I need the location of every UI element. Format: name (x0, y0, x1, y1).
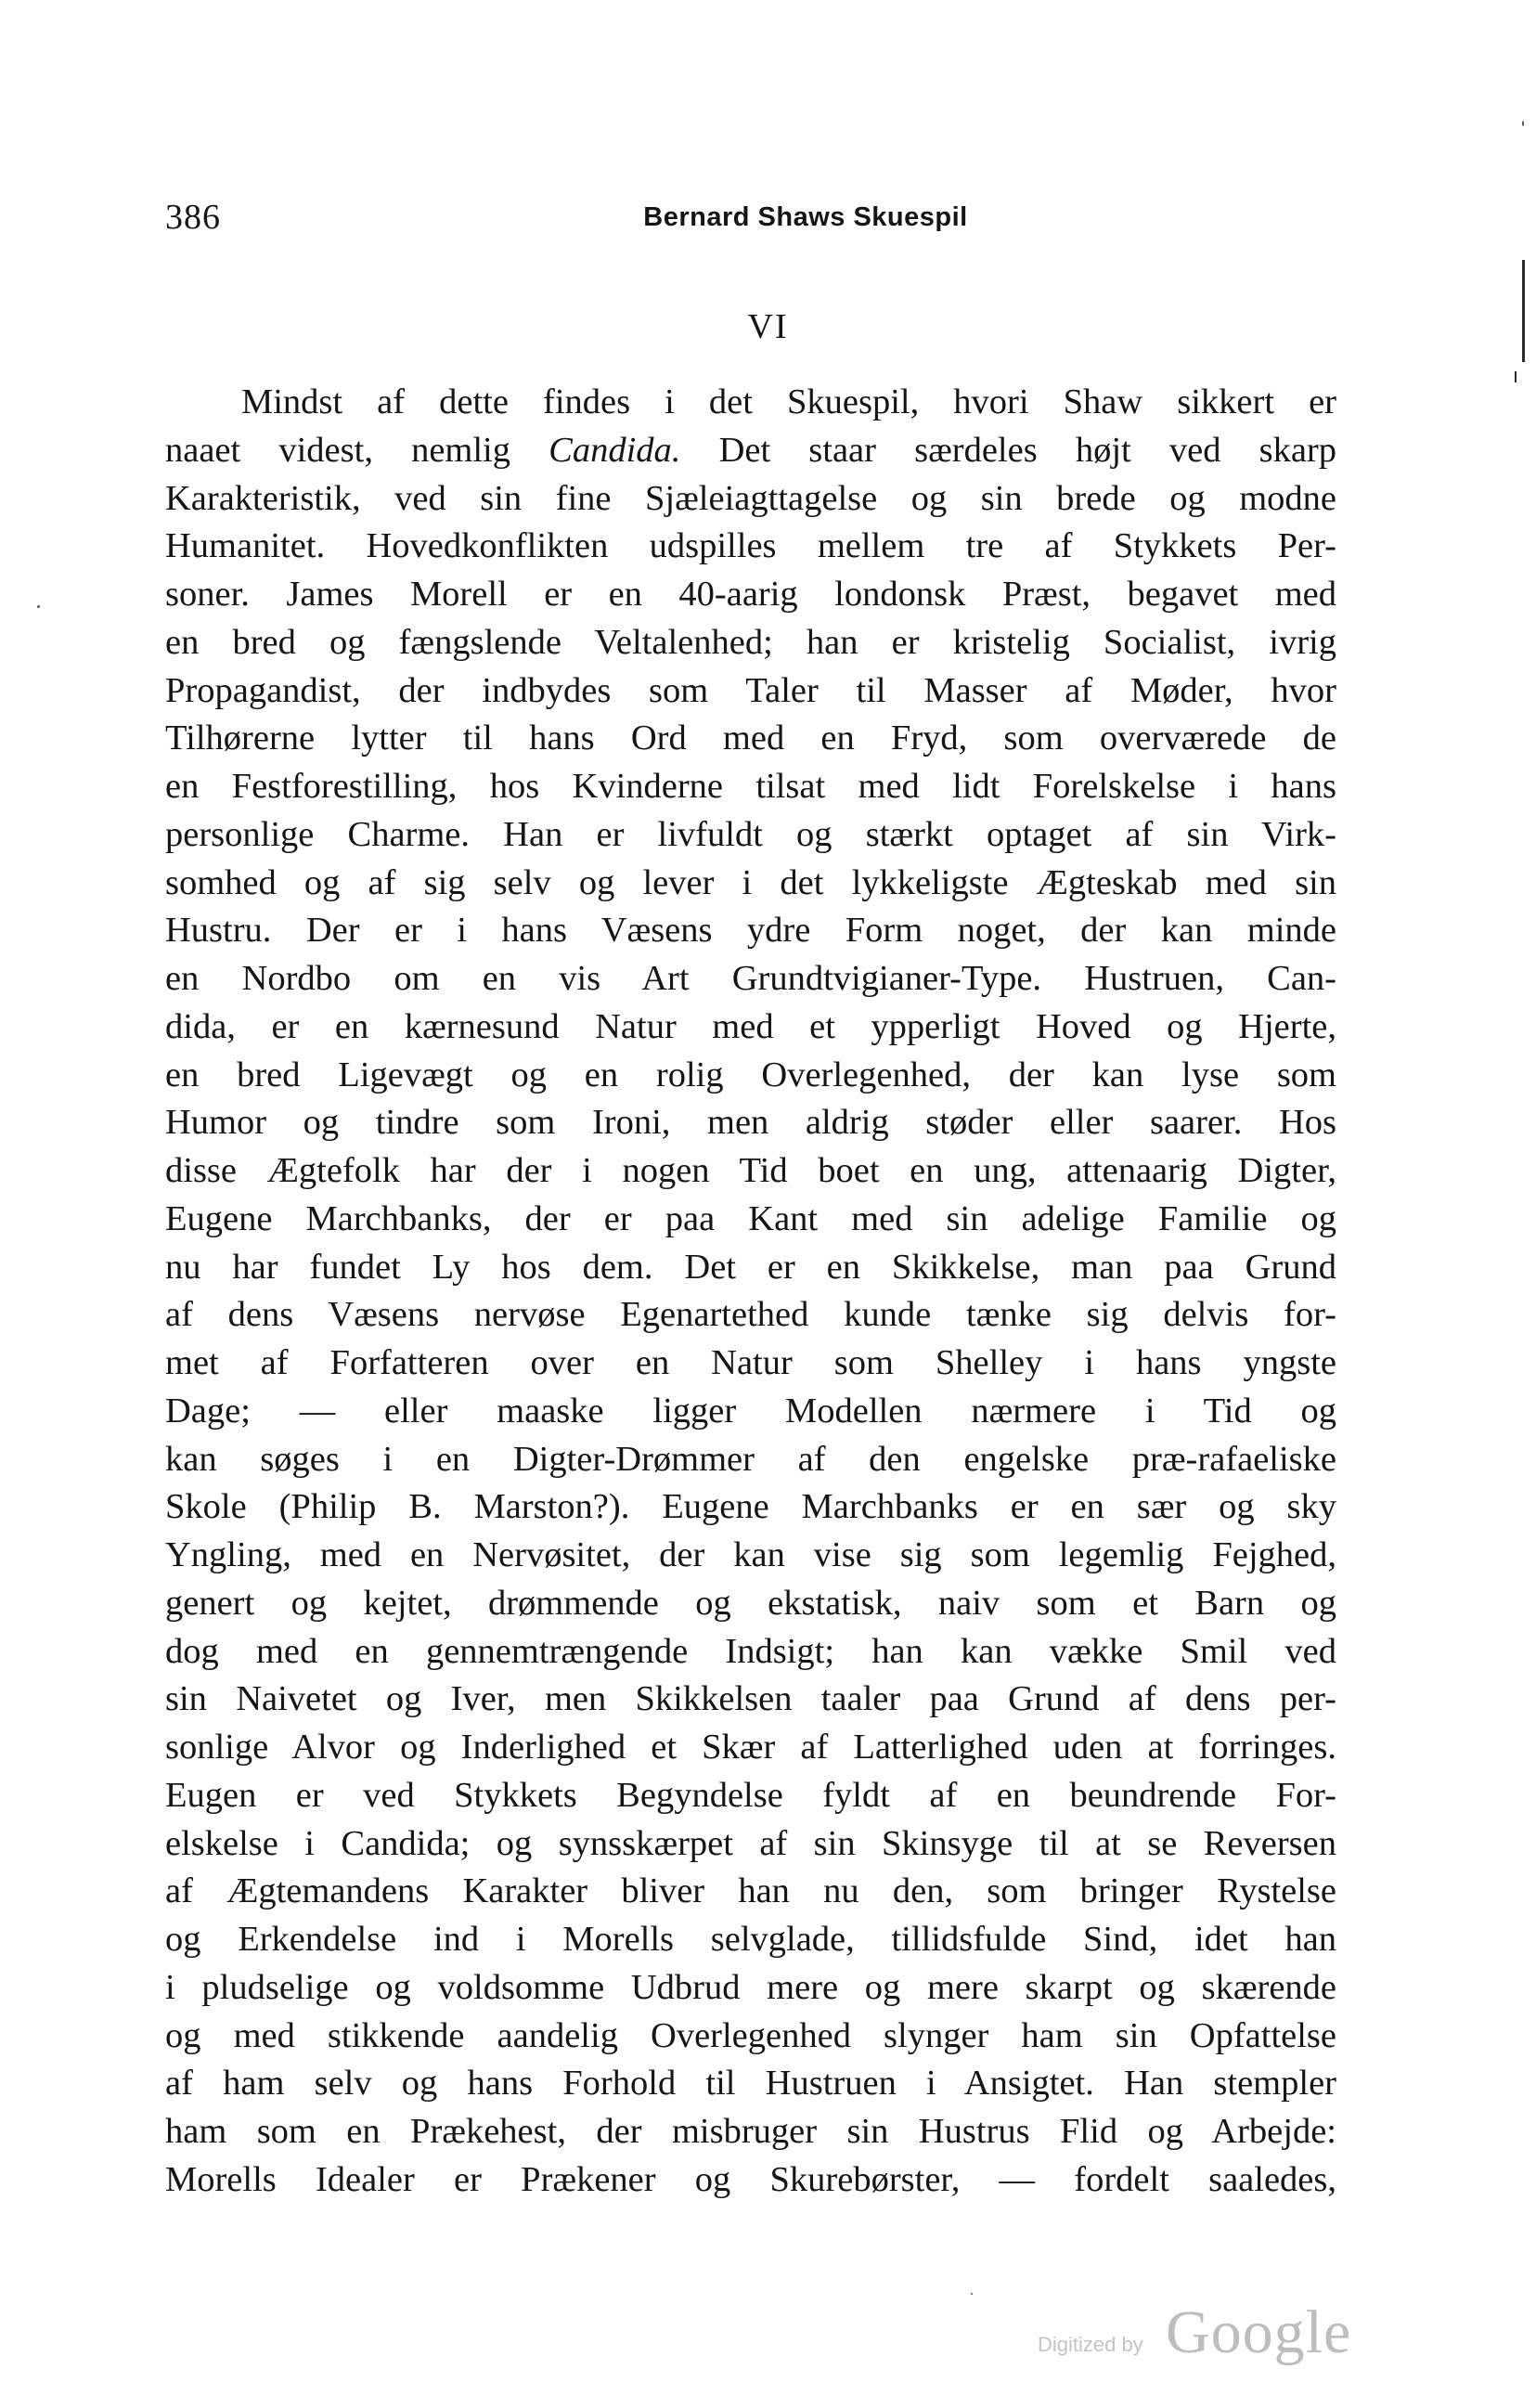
digitized-by-google-watermark (1038, 2298, 1353, 2372)
text-run: Eugen er ved Stykkets Begyndelse fyldt af en beundrende For- (165, 1775, 1336, 1815)
text-line (165, 379, 1336, 427)
text-run: Tilhørerne lytter til hans Ord med en Fryd, som overværede de (165, 719, 1336, 758)
text-line (165, 619, 1336, 667)
text-run: naaet videst, nemlig (165, 430, 549, 470)
scan-speck (1522, 121, 1524, 126)
text-run: og med stikkende aandelig Overlegenhed slynger ham sin Opfattelse (165, 2015, 1336, 2055)
text-run: Karakteristik, ved sin fine Sjæleiagttagelse og sin brede og modne (165, 478, 1336, 518)
text-line (165, 1003, 1336, 1052)
text-run: af Ægtemandens Karakter bliver han nu den, som bringer Rystelse (165, 1871, 1336, 1911)
text-line (165, 475, 1336, 524)
body-paragraph (165, 379, 1336, 2205)
text-run: Humor og tindre som Ironi, men aldrig støder eller saarer. Hos (165, 1103, 1336, 1143)
text-run: og Erkendelse ind i Morells selvglade, tillidsfulde Sind, idet han (165, 1920, 1336, 1959)
text-line (165, 523, 1336, 571)
text-run: af dens Væsens nervøse Egenartethed kunde tænke sig delvis for- (165, 1295, 1336, 1335)
text-line (165, 1483, 1336, 1532)
scan-speck (37, 605, 40, 608)
text-run: Yngling, med en Nervøsitet, der kan vise sig som legemlig Fejghed, (165, 1535, 1336, 1574)
text-line (165, 571, 1336, 619)
text-line (165, 2013, 1336, 2061)
text-run: en bred og fængslende Veltalenhed; han er kristelig Socialist, ivrig (165, 622, 1336, 662)
text-line (165, 1196, 1336, 1244)
text-line (165, 1244, 1336, 1292)
text-line (165, 2108, 1336, 2156)
text-run: i pludselige og voldsomme Udbrud mere og mere skarpt og skærende (165, 1967, 1336, 2007)
text-line (165, 1099, 1336, 1147)
running-head (165, 197, 1335, 243)
text-run: Skole (Philip B. Marston?). Eugene Marchbanks er en sær og sky (165, 1487, 1336, 1527)
text-line (165, 1436, 1336, 1484)
text-line (165, 1676, 1336, 1724)
text-run: met af Forfatteren over en Natur som Shelley i hans yngste (165, 1343, 1336, 1382)
text-line (165, 1724, 1336, 1772)
watermark-prefix: Digitized by (1038, 2333, 1143, 2356)
text-run: dog med en gennemtrængende Indsigt; han kan vække Smil ved (165, 1631, 1336, 1671)
scan-speck (971, 2293, 973, 2295)
text-run: Dage; — eller maaske ligger Modellen nærmere i Tid og (165, 1391, 1336, 1431)
scan-margin-mark (1515, 371, 1517, 382)
text-run: en bred Ligevægt og en rolig Overlegenhed, der kan lyse som (165, 1055, 1336, 1094)
running-title: Bernard Shaws Skuespil (643, 202, 968, 232)
text-run: sin Naivetet og Iver, men Skikkelsen taaler paa Grund af dens per- (165, 1679, 1336, 1719)
text-line (165, 1964, 1336, 2013)
text-run: Propagandist, der indbydes som Taler til Masser af Møder, hvor (165, 670, 1336, 710)
text-run: genert og kejtet, drømmende og ekstatisk, naiv som et Barn og (165, 1583, 1336, 1623)
text-line (165, 1868, 1336, 1916)
text-run: Humanitet. Hovedkonflikten udspilles mellem tre af Stykkets Per- (165, 526, 1336, 566)
text-line (165, 667, 1336, 716)
text-run: Morells Idealer er Prækener og Skurebørster, — fordelt saaledes, (165, 2159, 1336, 2199)
text-run: soner. James Morell er en 40-aarig londonsk Præst, begavet med (165, 575, 1336, 614)
text-line (165, 1580, 1336, 1628)
text-line (165, 763, 1336, 811)
text-run: Det staar særdeles højt ved skarp (680, 430, 1336, 470)
text-run: ham som en Prækehest, der misbruger sin Hustrus Flid og Arbejde: (165, 2112, 1336, 2151)
text-line (165, 1340, 1336, 1388)
text-line (165, 860, 1336, 908)
text-run: personlige Charme. Han er livfuldt og stærkt optaget af sin Virk- (165, 814, 1336, 854)
text-line (165, 1052, 1336, 1100)
text-line (165, 1916, 1336, 1964)
section-heading: VI (747, 307, 789, 346)
scan-margin-mark (1522, 260, 1525, 362)
page-number: 386 (165, 198, 221, 237)
text-line (165, 1291, 1336, 1340)
text-run: Eugene Marchbanks, der er paa Kant med sin adelige Familie og (165, 1198, 1336, 1238)
text-line (165, 2060, 1336, 2108)
text-line (165, 907, 1336, 955)
text-run: nu har fundet Ly hos dem. Det er en Skikkelse, man paa Grund (165, 1247, 1336, 1287)
text-run: Hustru. Der er i hans Væsens ydre Form noget, der kan minde (165, 911, 1336, 951)
text-run: disse Ægtefolk har der i nogen Tid boet en ung, attenaarig Digter, (165, 1151, 1336, 1190)
text-line (165, 1532, 1336, 1580)
text-run: elskelse i Candida; og synsskærpet af sin Skinsyge til at se Reversen (165, 1823, 1336, 1863)
text-line (165, 1147, 1336, 1196)
text-line (165, 1772, 1336, 1820)
text-line (165, 955, 1336, 1003)
text-run: en Nordbo om en vis Art Grundtvigianer-Type. Hustruen, Can- (165, 959, 1336, 998)
text-line (165, 1628, 1336, 1677)
text-run: af ham selv og hans Forhold til Hustruen i Ansigtet. Han stempler (165, 2064, 1336, 2104)
text-line (165, 2156, 1336, 2205)
text-run: Mindst af dette findes i det Skuespil, hvori Shaw sikkert er (241, 382, 1336, 421)
text-line (165, 1820, 1336, 1869)
text-run: en Festforestilling, hos Kvinderne tilsat med lidt Forelskelse i hans (165, 767, 1336, 806)
google-logo: Google (1166, 2298, 1352, 2366)
text-line (165, 715, 1336, 763)
text-run: dida, er en kærnesund Natur med et ypperligt Hoved og Hjerte, (165, 1006, 1336, 1046)
text-line (165, 1388, 1336, 1436)
italic-title: Candida. (549, 430, 681, 470)
text-run: somhed og af sig selv og lever i det lykkeligste Ægteskab med sin (165, 862, 1336, 902)
text-run: sonlige Alvor og Inderlighed et Skær af Latterlighed uden at forringes. (165, 1728, 1336, 1767)
text-line (165, 811, 1336, 860)
text-line (165, 427, 1336, 475)
text-run: kan søges i en Digter-Drømmer af den engelske præ-rafaeliske (165, 1439, 1336, 1479)
